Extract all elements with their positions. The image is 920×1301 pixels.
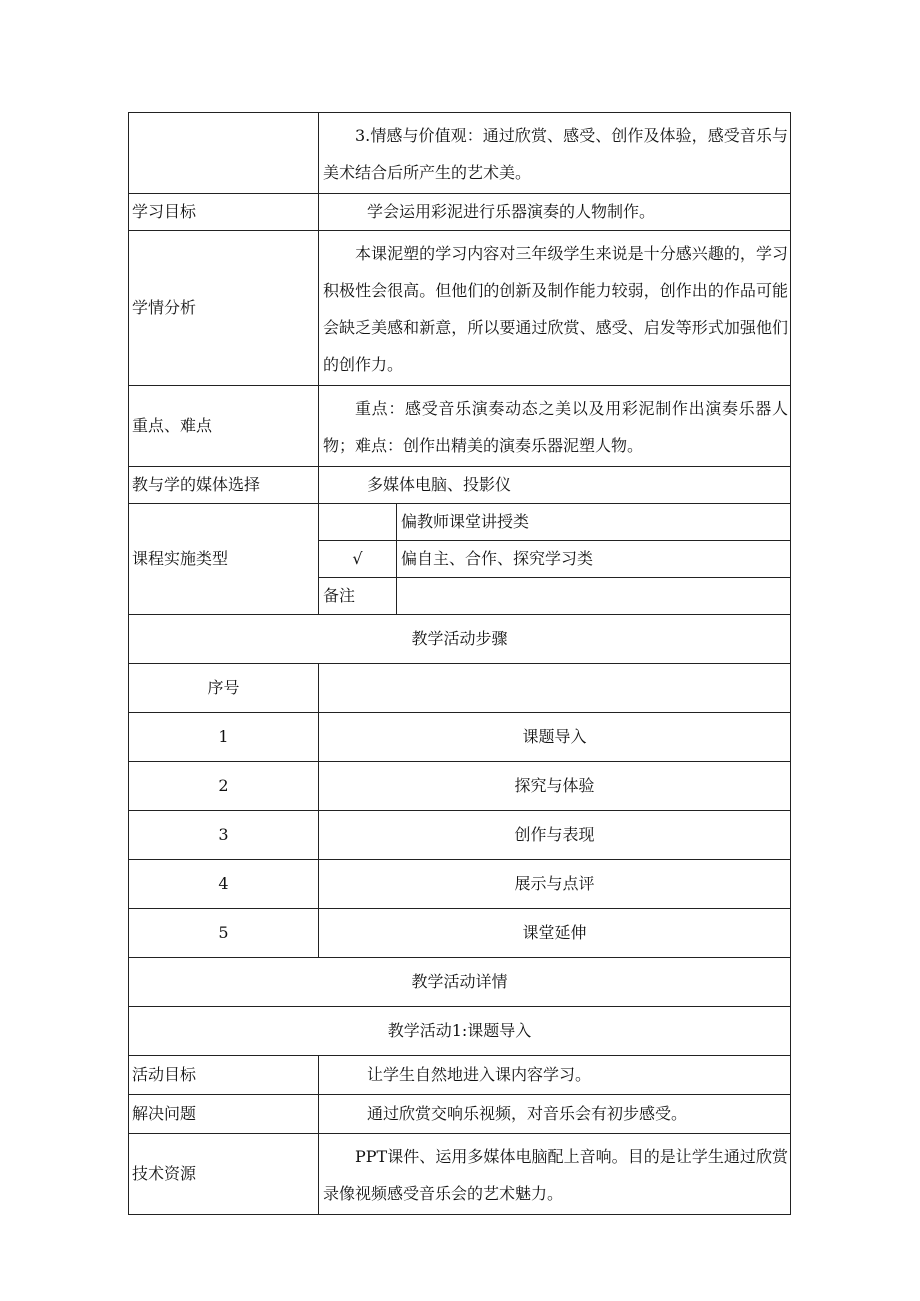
- row-learning-goal: [129, 194, 791, 231]
- key-points-label: 重点、难点: [129, 386, 319, 467]
- problem-text: 通过欣赏交响乐视频，对音乐会有初步感受。: [319, 1095, 791, 1134]
- seq-header: 序号: [129, 664, 319, 713]
- student-analysis-label: 学情分析: [129, 231, 319, 386]
- course-type-label: 课程实施类型: [129, 504, 319, 615]
- emotion-objective-text: 3.情感与价值观：通过欣赏、感受、创作及体验，感受音乐与美术结合后所产生的艺术美。: [319, 113, 791, 194]
- learning-goal-label: 学习目标: [129, 194, 319, 231]
- type-option-text: 偏教师课堂讲授类: [397, 504, 791, 541]
- step-name: 课堂延伸: [319, 909, 791, 958]
- media-label: 教与学的媒体选择: [129, 467, 319, 504]
- activity-goal-text: 让学生自然地进入课内容学习。: [319, 1056, 791, 1095]
- step-number: 2: [129, 762, 319, 811]
- step-name: 探究与体验: [319, 762, 791, 811]
- type-option-mark: √: [319, 541, 397, 578]
- activity1-title: 教学活动1:课题导入: [129, 1007, 791, 1056]
- key-points-text: 重点：感受音乐演奏动态之美以及用彩泥制作出演奏乐器人物；难点：创作出精美的演奏乐器泥塑人物。: [319, 386, 791, 467]
- step-row: [129, 762, 791, 811]
- row-student-analysis: [129, 231, 791, 386]
- details-section-title: 教学活动详情: [129, 958, 791, 1007]
- type-option-text: 偏自主、合作、探究学习类: [397, 541, 791, 578]
- seq-header-empty: [319, 664, 791, 713]
- empty-label-cell: [129, 113, 319, 194]
- resources-label: 技术资源: [129, 1134, 319, 1215]
- student-analysis-text: 本课泥塑的学习内容对三年级学生来说是十分感兴趣的，学习积极性会很高。但他们的创新及制作能力较弱，创作出的作品可能会缺乏美感和新意，所以要通过欣赏、感受、启发等形式加强他们的创作力。: [319, 231, 791, 386]
- row-emotion-objective: [129, 113, 791, 194]
- step-row: [129, 860, 791, 909]
- row-activity-goal: [129, 1056, 791, 1095]
- step-name: 课题导入: [319, 713, 791, 762]
- step-number: 3: [129, 811, 319, 860]
- row-media: [129, 467, 791, 504]
- steps-section-title: 教学活动步骤: [129, 615, 791, 664]
- step-number: 4: [129, 860, 319, 909]
- type-option-mark: [319, 504, 397, 541]
- row-problem: [129, 1095, 791, 1134]
- row-seq-header: [129, 664, 791, 713]
- activity-goal-label: 活动目标: [129, 1056, 319, 1095]
- step-row: [129, 811, 791, 860]
- note-label: 备注: [319, 578, 397, 615]
- learning-goal-text: 学会运用彩泥进行乐器演奏的人物制作。: [319, 194, 791, 231]
- note-value: [397, 578, 791, 615]
- step-name: 展示与点评: [319, 860, 791, 909]
- row-steps-title: [129, 615, 791, 664]
- step-name: 创作与表现: [319, 811, 791, 860]
- resources-text: PPT课件、运用多媒体电脑配上音响。目的是让学生通过欣赏录像视频感受音乐会的艺术魅力。: [319, 1134, 791, 1215]
- lesson-plan-table: [128, 112, 791, 1215]
- row-resources: [129, 1134, 791, 1215]
- step-row: [129, 713, 791, 762]
- row-course-type-1: [129, 504, 791, 541]
- row-key-points: [129, 386, 791, 467]
- media-text: 多媒体电脑、投影仪: [319, 467, 791, 504]
- step-number: 1: [129, 713, 319, 762]
- problem-label: 解决问题: [129, 1095, 319, 1134]
- row-details-title: [129, 958, 791, 1007]
- step-number: 5: [129, 909, 319, 958]
- step-row: [129, 909, 791, 958]
- row-activity1-title: [129, 1007, 791, 1056]
